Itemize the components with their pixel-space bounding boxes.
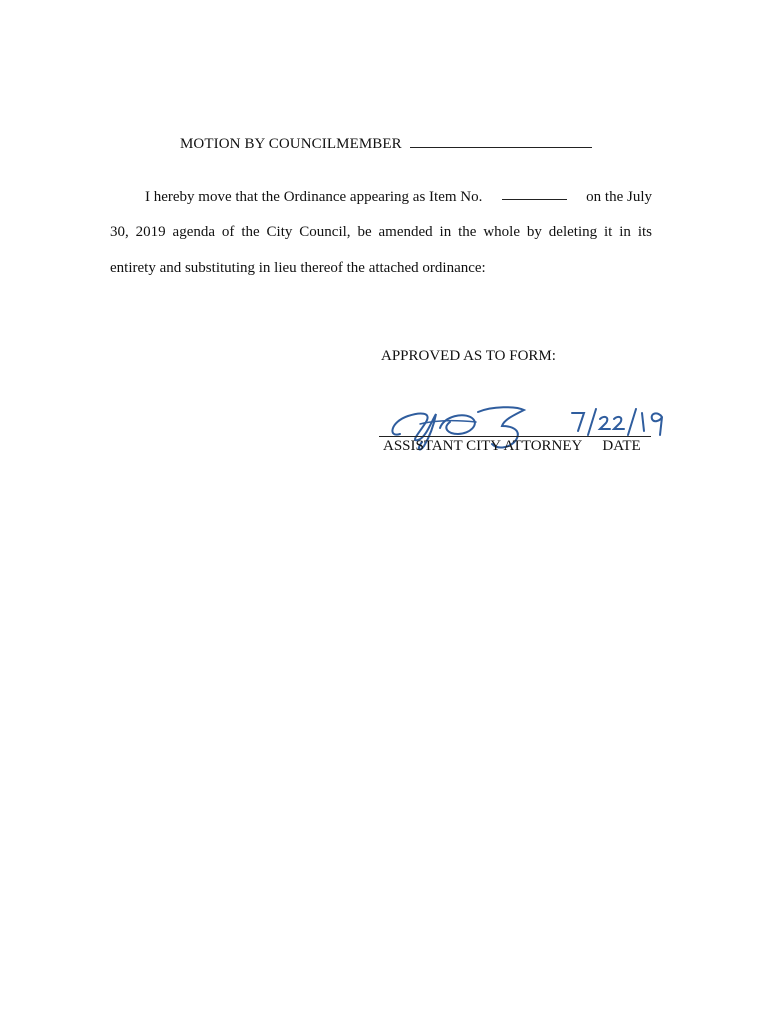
item-number-blank [502,187,567,200]
body-line-1-end: on the July [586,189,652,205]
body-line-1-start: I hereby move that the Ordinance appearing as Item No. [145,189,483,205]
body-line-2 [110,222,652,242]
councilmember-blank [410,135,592,148]
approved-heading: APPROVED AS TO FORM: [381,348,556,364]
signer-title: ASSISTANT CITY ATTORNEY [383,438,583,454]
signature-caption [383,438,641,455]
motion-heading [180,135,592,153]
handwritten-date-image [566,405,666,439]
signature-line [379,436,651,437]
body-line-2-text: 30, 2019 agenda of the City Council, be amended in the whole by deleting it in its [110,224,652,240]
body-line-3-text: entirety and substituting in lieu thereof the attached ordinance: [110,260,486,276]
date-label: DATE [602,438,641,454]
body-line-1 [110,187,652,207]
body-line-3 [110,258,652,278]
motion-label: MOTION BY COUNCILMEMBER [180,136,402,152]
